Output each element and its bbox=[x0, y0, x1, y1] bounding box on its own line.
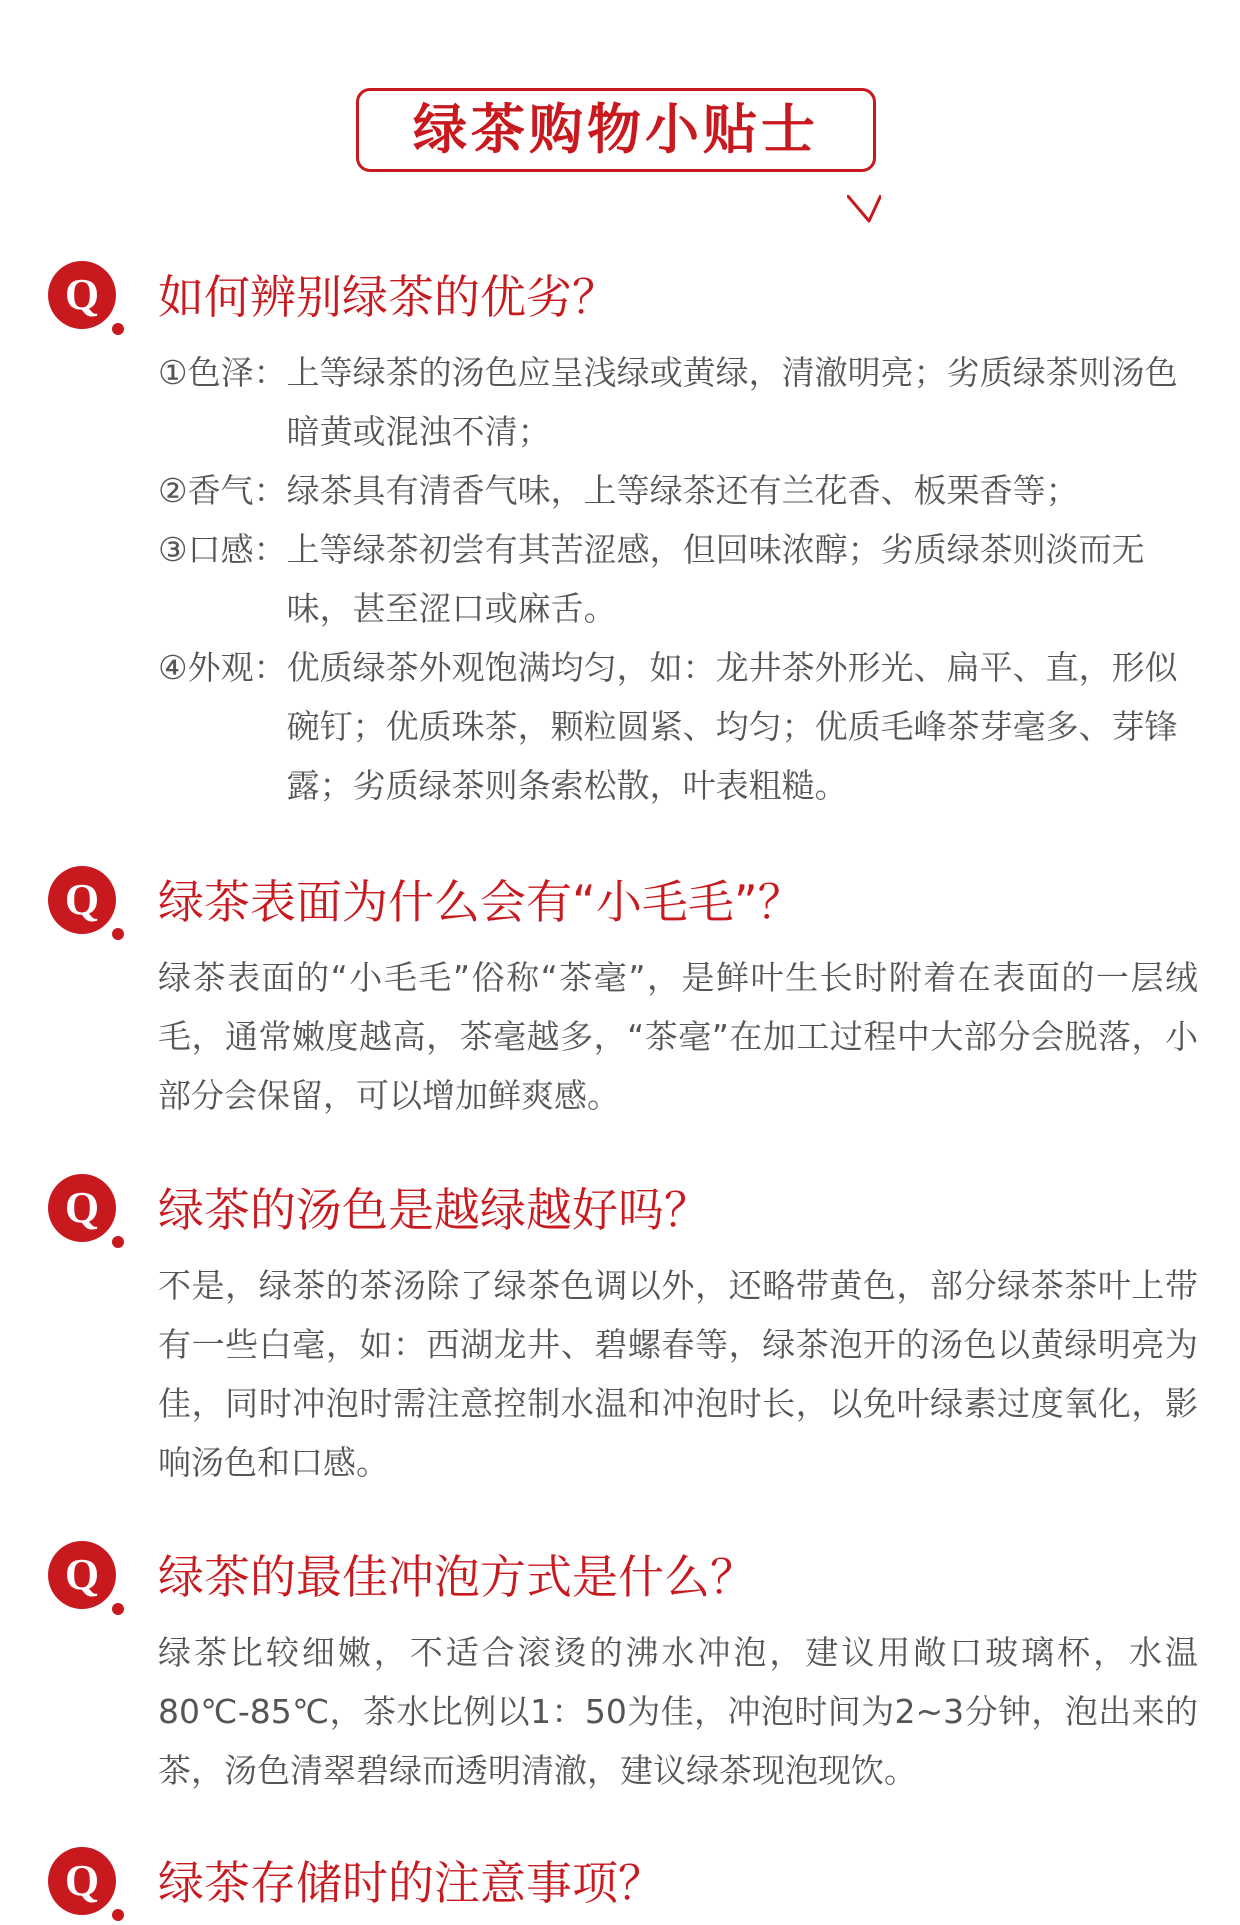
svg-text:Q: Q bbox=[64, 1183, 100, 1232]
answer-text: 绿茶表面的“小毛毛”俗称“茶毫”，是鲜叶生长时附着在表面的一层绒毛，通常嫩度越高，茶毫越多，“茶毫”在加工过程中大部分会脱落，小部分会保留，可以增加鲜爽感。 bbox=[158, 958, 1198, 1115]
item-label: ④外观： bbox=[158, 648, 287, 687]
question-title: 绿茶表面为什么会有“小毛毛”？ bbox=[158, 875, 804, 929]
page-title: 绿茶购物小贴士 bbox=[413, 98, 819, 161]
title-bubble bbox=[356, 88, 876, 172]
question-title: 绿茶存储时的注意事项？ bbox=[158, 1856, 664, 1910]
q-badge-icon bbox=[46, 257, 128, 339]
qa-section-hairs bbox=[46, 862, 1206, 1125]
question-header bbox=[46, 1843, 1206, 1923]
svg-text:Q: Q bbox=[64, 1550, 100, 1599]
question-header bbox=[46, 862, 1206, 942]
answer-text: 不是，绿茶的茶汤除了绿茶色调以外，还略带黄色，部分绿茶茶叶上带有一些白毫，如：西湖龙井、碧螺春等，绿茶泡开的汤色以黄绿明亮为佳，同时冲泡时需注意控制水温和冲泡时长，以免叶绿素过度氧化，影响汤色和口感。 bbox=[158, 1266, 1198, 1482]
item-text: 上等绿茶初尝有其苦涩感，但回味浓醇；劣质绿茶则淡而无味，甚至涩口或麻舌。 bbox=[286, 530, 1145, 628]
question-header bbox=[46, 257, 1206, 337]
q-badge-icon bbox=[46, 1537, 128, 1619]
question-header bbox=[46, 1170, 1206, 1250]
question-title: 如何辨别绿茶的优劣？ bbox=[158, 270, 618, 324]
answer-list bbox=[158, 343, 1198, 815]
list-item-taste bbox=[158, 520, 1198, 638]
svg-text:Q: Q bbox=[64, 270, 100, 319]
q-badge-icon bbox=[46, 862, 128, 944]
item-text: 绿茶具有清香气味，上等绿茶还有兰花香、板栗香等； bbox=[286, 471, 1079, 510]
item-label: ①色泽： bbox=[158, 353, 287, 392]
q-badge-icon bbox=[46, 1170, 128, 1252]
qa-section-brewing bbox=[46, 1537, 1206, 1800]
qa-section-storage bbox=[46, 1843, 1206, 1923]
question-title: 绿茶的最佳冲泡方式是什么？ bbox=[158, 1550, 756, 1604]
list-item-aroma bbox=[158, 461, 1198, 520]
qa-section-liquor-color bbox=[46, 1170, 1206, 1492]
item-text: 上等绿茶的汤色应呈浅绿或黄绿，清澈明亮；劣质绿茶则汤色暗黄或混浊不清； bbox=[286, 353, 1178, 451]
item-label: ③口感： bbox=[158, 530, 287, 569]
list-item-color bbox=[158, 343, 1198, 461]
question-header bbox=[46, 1537, 1206, 1617]
q-badge-icon bbox=[46, 1843, 128, 1925]
svg-text:Q: Q bbox=[64, 1856, 100, 1905]
svg-text:Q: Q bbox=[64, 875, 100, 924]
item-text: 优质绿茶外观饱满均匀，如：龙井茶外形光、扁平、直，形似碗钉；优质珠茶，颗粒圆紧、均匀；优质毛峰茶芽毫多、芽锋露；劣质绿茶则条索松散，叶表粗糙。 bbox=[286, 648, 1178, 805]
list-item-appearance bbox=[158, 638, 1198, 815]
qa-section-quality bbox=[46, 257, 1206, 815]
answer-text: 绿茶比较细嫩，不适合滚烫的沸水冲泡，建议用敞口玻璃杯，水温80℃-85℃，茶水比例以1：50为佳，冲泡时间为2~3分钟，泡出来的茶，汤色清翠碧绿而透明清澈，建议绿茶现泡现饮。 bbox=[158, 1633, 1198, 1790]
question-title: 绿茶的汤色是越绿越好吗？ bbox=[158, 1183, 710, 1237]
item-label: ②香气： bbox=[158, 471, 287, 510]
